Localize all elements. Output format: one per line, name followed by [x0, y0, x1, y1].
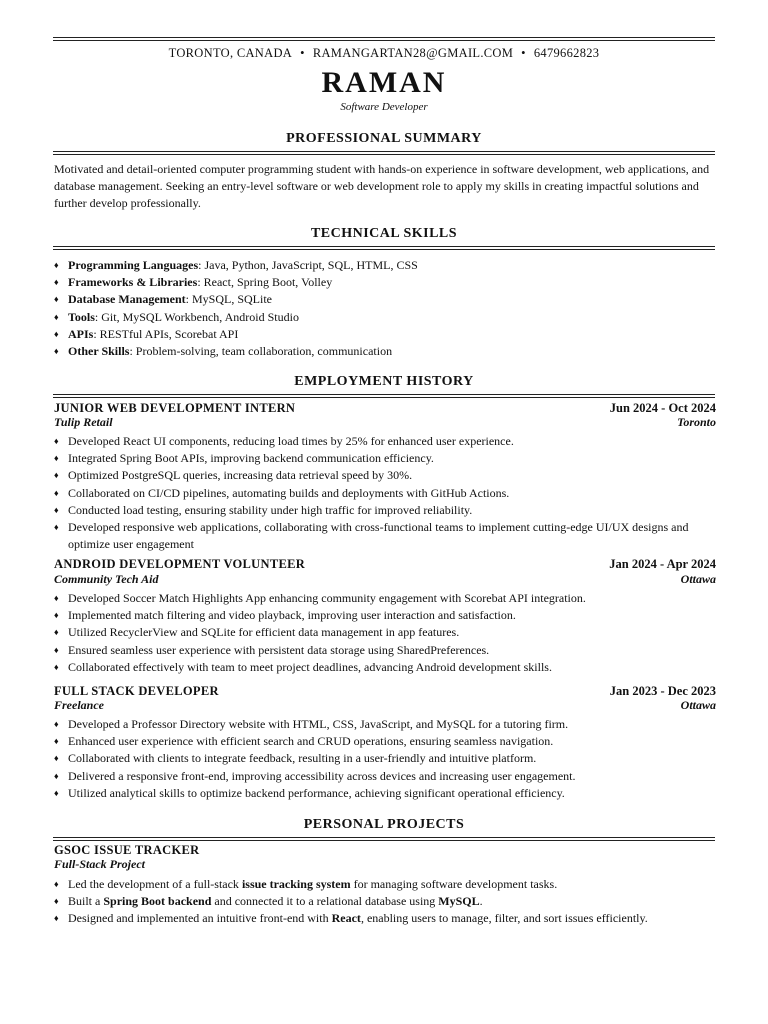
emphasis-text: React [331, 911, 361, 926]
list-item [54, 519, 716, 553]
skill-value: : Java, Python, JavaScript, SQL, HTML, CSS [198, 258, 418, 272]
list-item-text: Optimized PostgreSQL queries, increasing data retrieval speed by 30%. [68, 468, 413, 483]
bullet-diamond-icon: ♦ [54, 260, 59, 270]
bullet-diamond-icon: ♦ [54, 787, 59, 798]
separator-dot: • [521, 46, 526, 60]
list-item-text: Enhanced user experience with efficient search and CRUD operations, ensuring seamless navigation. [68, 734, 554, 749]
list-item [54, 893, 716, 910]
bullet-diamond-icon: ♦ [54, 328, 59, 339]
bullet-diamond-icon: ♦ [54, 522, 59, 533]
summary-heading: PROFESSIONAL SUMMARY [286, 131, 482, 146]
project-title: GSOC ISSUE TRACKER [54, 843, 200, 857]
list-item-text: Utilized analytical skills to optimize backend performance, achieving significant operational efficiency. [68, 785, 565, 800]
summary-divider [53, 151, 715, 155]
skills-divider [53, 246, 715, 250]
skill-item [54, 291, 716, 308]
bullet-diamond-icon: ♦ [54, 913, 59, 924]
skills-heading: TECHNICAL SKILLS [310, 226, 458, 241]
emphasis-text: Spring Boot backend [103, 894, 212, 909]
list-item-text: Collaborated on CI/CD pipelines, automating builds and deployments with GitHub Actions. [68, 485, 510, 500]
skill-item [54, 343, 716, 360]
bullet-diamond-icon: ♦ [54, 661, 59, 672]
bullet-diamond-icon: ♦ [54, 346, 59, 357]
skill-label: APIs [68, 326, 94, 341]
job-header [54, 557, 716, 573]
skill-value: : Problem-solving, team collaboration, communication [129, 344, 393, 359]
phone-text: 6479662823 [533, 46, 600, 60]
project-subheader [54, 857, 716, 873]
skill-value: : React, Spring Boot, Volley [197, 275, 333, 290]
list-item-text: Led the development of a full-stack [68, 877, 242, 891]
list-item-text: Collaborated effectively with team to meet project deadlines, advancing Android development skills. [68, 659, 552, 674]
job-location: Ottawa [680, 698, 716, 712]
list-item [54, 642, 716, 659]
projects-divider [53, 837, 715, 841]
job-title: FULL STACK DEVELOPER [54, 684, 219, 698]
project-bullets [54, 876, 716, 928]
skill-item [54, 274, 716, 291]
list-item [54, 785, 716, 802]
job-subheader [54, 415, 716, 431]
list-item [54, 768, 716, 785]
bullet-diamond-icon: ♦ [54, 277, 59, 288]
list-item-text: Built a [68, 894, 104, 909]
list-item [54, 733, 716, 750]
bullet-diamond-icon: ♦ [54, 311, 59, 322]
employment-divider [53, 394, 715, 398]
bullet-diamond-icon: ♦ [54, 436, 59, 446]
list-item-text: Conducted load testing, ensuring stability under high traffic for improved reliability. [68, 502, 473, 517]
job-title: JUNIOR WEB DEVELOPMENT INTERN [54, 401, 296, 415]
skill-item [54, 309, 716, 326]
list-item [54, 910, 716, 927]
bullet-diamond-icon: ♦ [54, 627, 59, 638]
projects-heading: PERSONAL PROJECTS [303, 817, 465, 832]
skill-label: Programming Languages [68, 258, 199, 272]
bullet-diamond-icon: ♦ [54, 294, 59, 305]
bullet-diamond-icon: ♦ [54, 593, 59, 603]
job-company: Community Tech Aid [54, 572, 159, 586]
bullet-diamond-icon: ♦ [54, 504, 59, 515]
job-bullets [54, 433, 716, 553]
skills-list [54, 257, 716, 360]
bullet-diamond-icon: ♦ [54, 770, 59, 781]
skill-value: : Git, MySQL Workbench, Android Studio [94, 309, 299, 324]
location-text: TORONTO, CANADA [168, 46, 293, 60]
job-location: Ottawa [680, 572, 716, 586]
list-item [54, 485, 716, 502]
job-dates: Jun 2024 - Oct 2024 [609, 401, 716, 415]
list-item-text: Developed React UI components, reducing load times by 25% for enhanced user experience. [68, 434, 514, 448]
job-title: ANDROID DEVELOPMENT VOLUNTEER [54, 557, 306, 571]
employment-heading: EMPLOYMENT HISTORY [294, 374, 474, 389]
bullet-diamond-icon: ♦ [54, 470, 59, 481]
job-bullets [54, 590, 716, 676]
skill-label: Frameworks & Libraries [68, 275, 198, 290]
job-bullets [54, 716, 716, 802]
list-item-text: Developed responsive web applications, collaborating with cross-functional teams to implement cutting-edge UI/UX designs and optimize user engagement [68, 520, 689, 552]
job-dates: Jan 2024 - Apr 2024 [609, 557, 716, 571]
list-item-text: Developed a Professor Directory website with HTML, CSS, JavaScript, and MySQL for a tutoring firm. [68, 717, 569, 731]
email-text: RAMANGARTAN28@GMAIL.COM [312, 46, 514, 60]
top-divider [53, 37, 715, 41]
job-dates: Jan 2023 - Dec 2023 [609, 684, 716, 698]
emphasis-text: MySQL [438, 894, 480, 909]
bullet-diamond-icon: ♦ [54, 896, 59, 907]
list-item-text: Implemented match filtering and video playback, improving user interaction and satisfaction. [68, 608, 516, 623]
contact-line [0, 46, 768, 61]
bullet-diamond-icon: ♦ [54, 610, 59, 621]
list-item-text: and connected it to a relational database using [211, 894, 439, 909]
list-item-text: Utilized RecyclerView and SQLite for efficient data management in app features. [68, 625, 460, 640]
job-company: Tulip Retail [54, 415, 113, 429]
job-subheader [54, 698, 716, 714]
list-item [54, 607, 716, 624]
list-item [54, 659, 716, 676]
bullet-diamond-icon: ♦ [54, 644, 59, 655]
skill-value: : RESTful APIs, Scorebat API [93, 326, 239, 341]
list-item [54, 876, 716, 893]
list-item [54, 502, 716, 519]
summary-text: Motivated and detail-oriented computer programming student with hands-on experience in software development, web applications, and database management. Seeking an entry-level software or web development role to apply my skills in creating impactful solutions and further develop professionally. [54, 162, 710, 210]
skill-value: : MySQL, SQLite [185, 292, 272, 307]
skill-label: Tools [68, 309, 95, 324]
project-subtitle: Full-Stack Project [54, 857, 145, 871]
candidate-role: Software Developer [340, 101, 428, 113]
bullet-diamond-icon: ♦ [54, 487, 59, 498]
list-item [54, 750, 716, 767]
skill-label: Database Management [68, 292, 186, 307]
list-item [54, 433, 716, 450]
list-item-text: Designed and implemented an intuitive front-end with [68, 911, 332, 926]
list-item-text: for managing software development tasks. [350, 877, 558, 891]
job-location: Toronto [677, 415, 716, 429]
bullet-diamond-icon: ♦ [54, 453, 59, 464]
candidate-name: RAMAN [321, 66, 447, 99]
list-item [54, 467, 716, 484]
list-item-text: Ensured seamless user experience with persistent data storage using SharedPreferences. [68, 642, 490, 657]
list-item [54, 624, 716, 641]
list-item-text: Developed Soccer Match Highlights App enhancing community engagement with Scorebat API integration. [68, 591, 586, 605]
skill-label: Other Skills [68, 344, 130, 359]
separator-dot: • [300, 46, 305, 60]
list-item-text: , enabling users to manage, filter, and sort issues efficiently. [360, 911, 648, 926]
emphasis-text: issue tracking system [241, 877, 351, 891]
list-item [54, 450, 716, 467]
bullet-diamond-icon: ♦ [54, 879, 59, 889]
job-subheader [54, 572, 716, 588]
list-item-text: Collaborated with clients to integrate feedback, resulting in a user-friendly and intuitive platform. [68, 751, 537, 766]
list-item-text: . [479, 894, 483, 909]
bullet-diamond-icon: ♦ [54, 753, 59, 764]
job-company: Freelance [54, 698, 104, 712]
list-item [54, 590, 716, 607]
skill-item [54, 257, 716, 274]
list-item-text: Integrated Spring Boot APIs, improving backend communication efficiency. [68, 451, 434, 466]
bullet-diamond-icon: ♦ [54, 719, 59, 729]
skill-item [54, 326, 716, 343]
bullet-diamond-icon: ♦ [54, 736, 59, 747]
list-item-text: Delivered a responsive front-end, improving accessibility across devices and increasing user engagement. [68, 768, 576, 783]
list-item [54, 716, 716, 733]
